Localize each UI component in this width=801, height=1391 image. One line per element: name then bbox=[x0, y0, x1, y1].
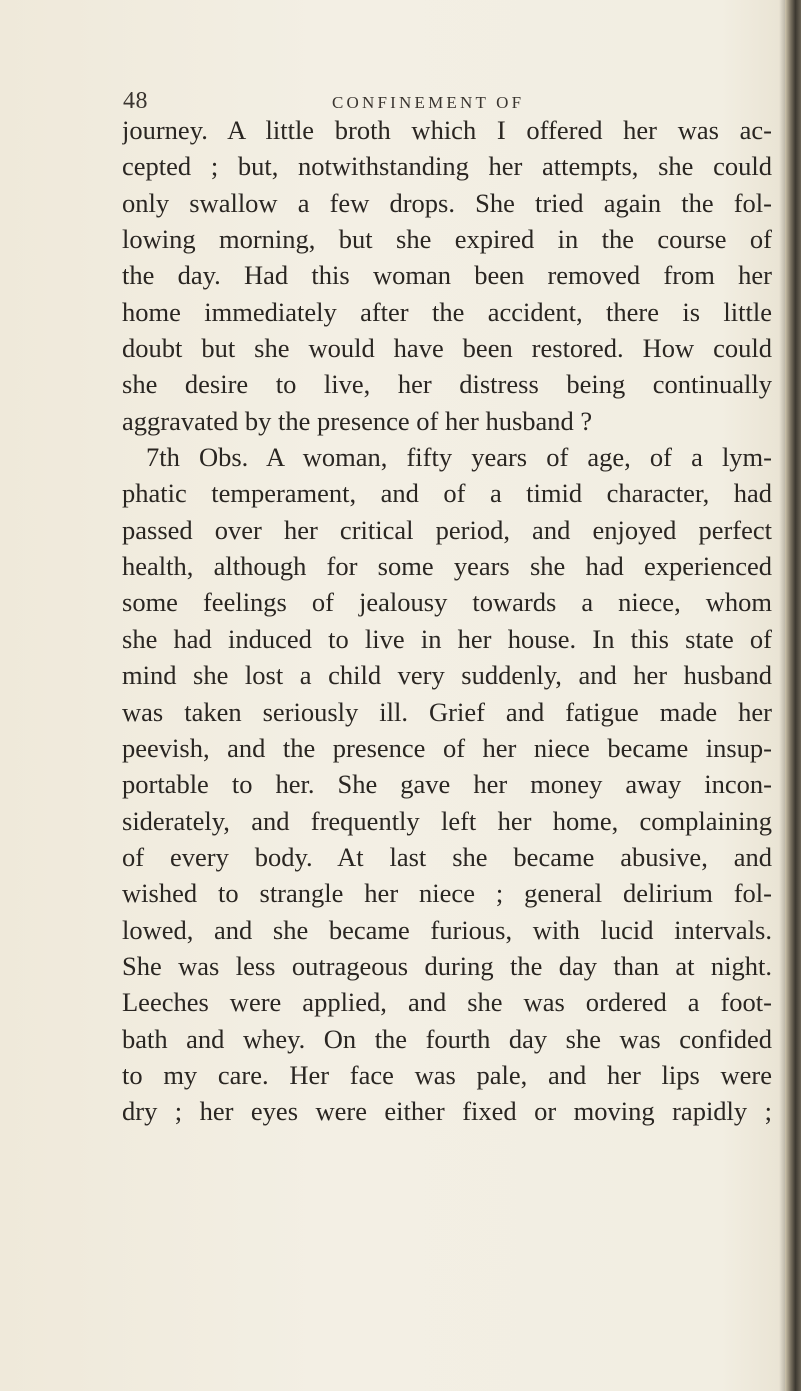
text-line: She was less outrageous during the day than at night. bbox=[122, 950, 772, 981]
text-line: mind she lost a child very suddenly, and her husband bbox=[122, 660, 772, 691]
text-line: the day. Had this woman been removed from her bbox=[122, 260, 772, 291]
text-line: bath and whey. On the fourth day she was confided bbox=[122, 1023, 772, 1054]
text-line: home immediately after the accident, there is little bbox=[122, 296, 772, 327]
text-line: 7th Obs. A woman, fifty years of age, of a lym- bbox=[146, 442, 772, 473]
running-head: CONFINEMENT OF bbox=[332, 93, 525, 112]
text-line: aggravated by the presence of her husband ? bbox=[122, 405, 593, 436]
text-line: she desire to live, her distress being continually bbox=[122, 369, 772, 400]
text-line: peevish, and the presence of her niece became insup- bbox=[122, 732, 772, 763]
page-edge bbox=[785, 0, 801, 1391]
text-line: wished to strangle her niece ; general delirium fol- bbox=[122, 878, 772, 909]
text-line: Leeches were applied, and she was ordered a foot- bbox=[122, 987, 772, 1018]
text-line: health, although for some years she had experienced bbox=[122, 551, 772, 582]
text-line: to my care. Her face was pale, and her lips were bbox=[122, 1059, 772, 1090]
text-line: cepted ; but, notwithstanding her attempts, she could bbox=[122, 151, 772, 182]
text-line: was taken seriously ill. Grief and fatigue made her bbox=[122, 696, 772, 727]
text-line: passed over her critical period, and enjoyed perfect bbox=[122, 514, 772, 545]
body-text bbox=[122, 112, 772, 1130]
text-line: only swallow a few drops. She tried again the fol- bbox=[122, 187, 772, 218]
text-line: dry ; her eyes were either fixed or moving rapidly ; bbox=[122, 1096, 772, 1127]
text-line: lowed, and she became furious, with lucid intervals. bbox=[122, 914, 772, 945]
page-number: 48 bbox=[123, 88, 148, 114]
text-line: phatic temperament, and of a timid character, had bbox=[122, 478, 772, 509]
text-line: lowing morning, but she expired in the course of bbox=[122, 224, 772, 255]
text-line: some feelings of jealousy towards a niece, whom bbox=[122, 587, 772, 618]
text-line: journey. A little broth which I offered her was ac- bbox=[122, 115, 772, 145]
text-line: portable to her. She gave her money away incon- bbox=[122, 769, 772, 800]
text-line: doubt but she would have been restored. How could bbox=[122, 333, 772, 364]
text-line: of every body. At last she became abusive, and bbox=[122, 841, 772, 872]
text-line: siderately, and frequently left her home, complaining bbox=[122, 805, 772, 836]
text-line: she had induced to live in her house. In this state of bbox=[122, 623, 772, 654]
